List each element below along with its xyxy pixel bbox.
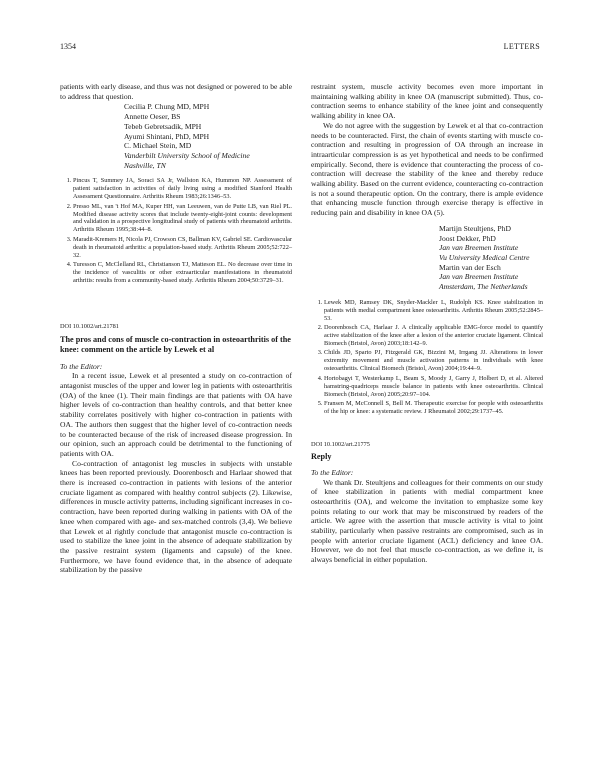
reply-doi: DOI 10.1002/art.21775 bbox=[311, 441, 370, 449]
signatory: Tebeb Gebretsadik, MPH bbox=[124, 121, 202, 131]
affiliation: Vanderbilt University School of Medicine bbox=[124, 150, 250, 160]
body-paragraph: In a recent issue, Lewek et al presented a study on co-contraction of antagonist muscles of the upper and lower leg in patients with osteoarthritis (OA) of the knee (1). Their main findings are that patients with OA have higher levels of co-contraction than healthy controls, and that better knee stability correlates positively with higher co-contraction in patients with OA. The authors then suggest that the higher level of co-contraction needs to be counteracted because of the risk of increased disease progression. In our opinion, such an approach could be detrimental to the functioning of patients with OA. bbox=[60, 371, 292, 458]
signatory: C. Michael Stein, MD bbox=[124, 141, 192, 151]
reference-item: 3. Maradit-Kremers H, Nicola PJ, Crowson CS, Ballman KV, Gabriel SE. Cardiovascular death in rheumatoid arthritis: a population-based study. Arthritis Rheum 2005;52:722–32. bbox=[73, 236, 292, 260]
reference-item: 3. Childs JD, Sparto PJ, Fitzgerald GK, Bizzini M, Irrgang JJ. Alterations in lower extremity movement and muscle activation patterns in individuals with knee osteoarthritis. Clinical Biomech (Bristol, Avon) 2004;19:44–9. bbox=[324, 349, 543, 373]
reference-list bbox=[60, 177, 292, 285]
reply-salutation: To the Editor: bbox=[311, 467, 354, 477]
right-column bbox=[311, 82, 543, 565]
signatory: Cecilia P. Chung MD, MPH bbox=[124, 102, 210, 112]
signatory: Annette Oeser, BS bbox=[124, 112, 181, 122]
intro-paragraph: patients with early disease, and thus was not designed or powered to be able to address that question. bbox=[60, 82, 292, 101]
signature-affiliation: Jan van Breemen Institute bbox=[439, 243, 519, 253]
reply-title: Reply bbox=[311, 452, 332, 462]
page-header bbox=[60, 42, 540, 54]
body-paragraph: Co-contraction of antagonist leg muscles in subjects with unstable knees has been reported previously. Doorenbosch and Harlaar showed that there is increased co-contraction in patients with lesions of the anterior cruciate ligament as compared with healthy control subjects (2). Likewise, differences in muscle activity patterns, including significant increases in co-contraction, have been reported during walking in patients with OA of the knee when compared with age- and sex-matched controls (3,4). We believe that Lewek et al rightly conclude that antagonist muscle co-contraction is used to stabilize the knee joint in the absence of adequate stabilization by the passive restraint system (ligaments and capsule) of the knee. Furthermore, we have found evidence that, in the absence of adequate stabilization by the passive bbox=[60, 458, 292, 575]
signature-block bbox=[124, 102, 292, 170]
body-paragraph: restraint system, muscle activity becomes even more important in maintaining walking ability in knee OA (manuscript submitted). Thus, co-contraction seems to enhance stability of the knee joint and consequently walking ability in knee OA. bbox=[311, 82, 543, 121]
reference-list bbox=[311, 299, 543, 416]
letter-title: The pros and cons of muscle co-contraction in osteoarthritis of the knee: comment on the article by Lewek et al bbox=[60, 335, 291, 355]
reference-item: 4. Turesson C, McClelland RL, Christianson TJ, Matteson EL. No decrease over time in the incidence of vasculitis or other extraarticular manifestations in rheumatoid arthritis: results from a community-based study. Arthritis Rheum 2004;50:3729–31. bbox=[73, 261, 292, 285]
reply-paragraph: We thank Dr. Steultjens and colleagues for their comments on our study of knee stabilization in patients with medial compartment knee osteoarthritis (OA), and welcome the invitation to emphasize some key points relating to our work that may be misconstrued by readers of the article. We agree with the assertion that muscle activity is vital to joint stability, particularly when passive restraints are compromised, such as in people with anterior cruciate ligament (ACL) deficiency and knee OA. However, we do not feel that muscle co-contraction, as we define it, is always beneficial in either population. bbox=[311, 477, 543, 565]
reference-item: 1. Lewek MD, Ramsey DK, Snyder-Mackler L, Rudolph KS. Knee stabilization in patients with medial compartment knee osteoarthritis. Arthritis Rheum 2005;52:2845–53. bbox=[324, 299, 543, 323]
reference-item: 4. Hortobagyi T, Westerkamp L, Beam S, Moody J, Garry J, Holbert D, et al. Altered hamstring-quadriceps muscle balance in patients with knee osteoarthritis. Clinical Biomech (Bristol, Avon) 2005;20:97–104. bbox=[324, 375, 543, 399]
signature-affiliation: Vu University Medical Centre bbox=[439, 252, 530, 262]
signatory: Ayumi Shintani, PhD, MPH bbox=[124, 131, 210, 141]
signature-line: Joost Dekker, PhD bbox=[439, 233, 496, 243]
body-paragraph: We do not agree with the suggestion by Lewek et al that co-contraction needs to be counteracted. First, the chain of events starting with muscle co-contraction and resulting in progression of OA through an increase in intraarticular compression is as yet hypothetical and needs to be confirmed empirically. Second, there is evidence that counteracting the process of co-contraction will decrease the stability of the knee and thereby reduce walking ability. Based on the current evidence, counteracting co-contraction is not a sound therapeutic option. On the contrary, there is ample evidence that enhancing muscle function through exercise therapy is effective in reducing pain and disability in knee OA (5). bbox=[311, 120, 543, 218]
section-label: LETTERS bbox=[503, 42, 540, 51]
left-column bbox=[60, 82, 292, 575]
salutation: To the Editor: bbox=[60, 361, 103, 371]
signature-affiliation: Jan van Breemen Institute bbox=[439, 272, 519, 282]
signature-line: Martin van der Esch bbox=[439, 262, 501, 272]
page-number: 1354 bbox=[60, 42, 76, 51]
letter-doi: DOI 10.1002/art.21781 bbox=[60, 323, 119, 331]
reference-item: 1. Pincus T, Summey JA, Soraci SA Jr, Wallston KA, Hummon NP. Assessment of patient satisfaction in activities of daily living using a modified Stanford Health Assessment Questionnaire. Arthritis Rheum 1983;26:1346–53. bbox=[73, 177, 292, 201]
signature-block bbox=[439, 224, 543, 292]
signature-affiliation: Amsterdam, The Netherlands bbox=[439, 282, 528, 292]
reference-item: 2. Pressо ML, van 't Hof MA, Kuper HH, van Leeuwen, van de Putte LB, van Riel PL. Modified disease activity scores that include twenty-eight-joint counts: development and validation in a prospective longitudinal study of patients with rheumatoid arthritis. Arthritis Rheum 1995;38:44–8. bbox=[73, 203, 292, 235]
reference-item: 5. Fransen M, McConnell S, Bell M. Therapeutic exercise for people with osteoarthritis of the hip or knee: a systematic review. J Rheumatol 2002;29:1737–45. bbox=[324, 400, 543, 416]
affiliation: Nashville, TN bbox=[124, 160, 166, 170]
reference-item: 2. Doorenbosch CA, Harlaar J. A clinically applicable EMG-force model to quantify active stabilization of the knee after a lesion of the anterior cruciate ligament. Clinical Biomech (Bristol, Avon) 2003;18:142–9. bbox=[324, 324, 543, 348]
signature-line: Martijn Steultjens, PhD bbox=[439, 223, 511, 233]
